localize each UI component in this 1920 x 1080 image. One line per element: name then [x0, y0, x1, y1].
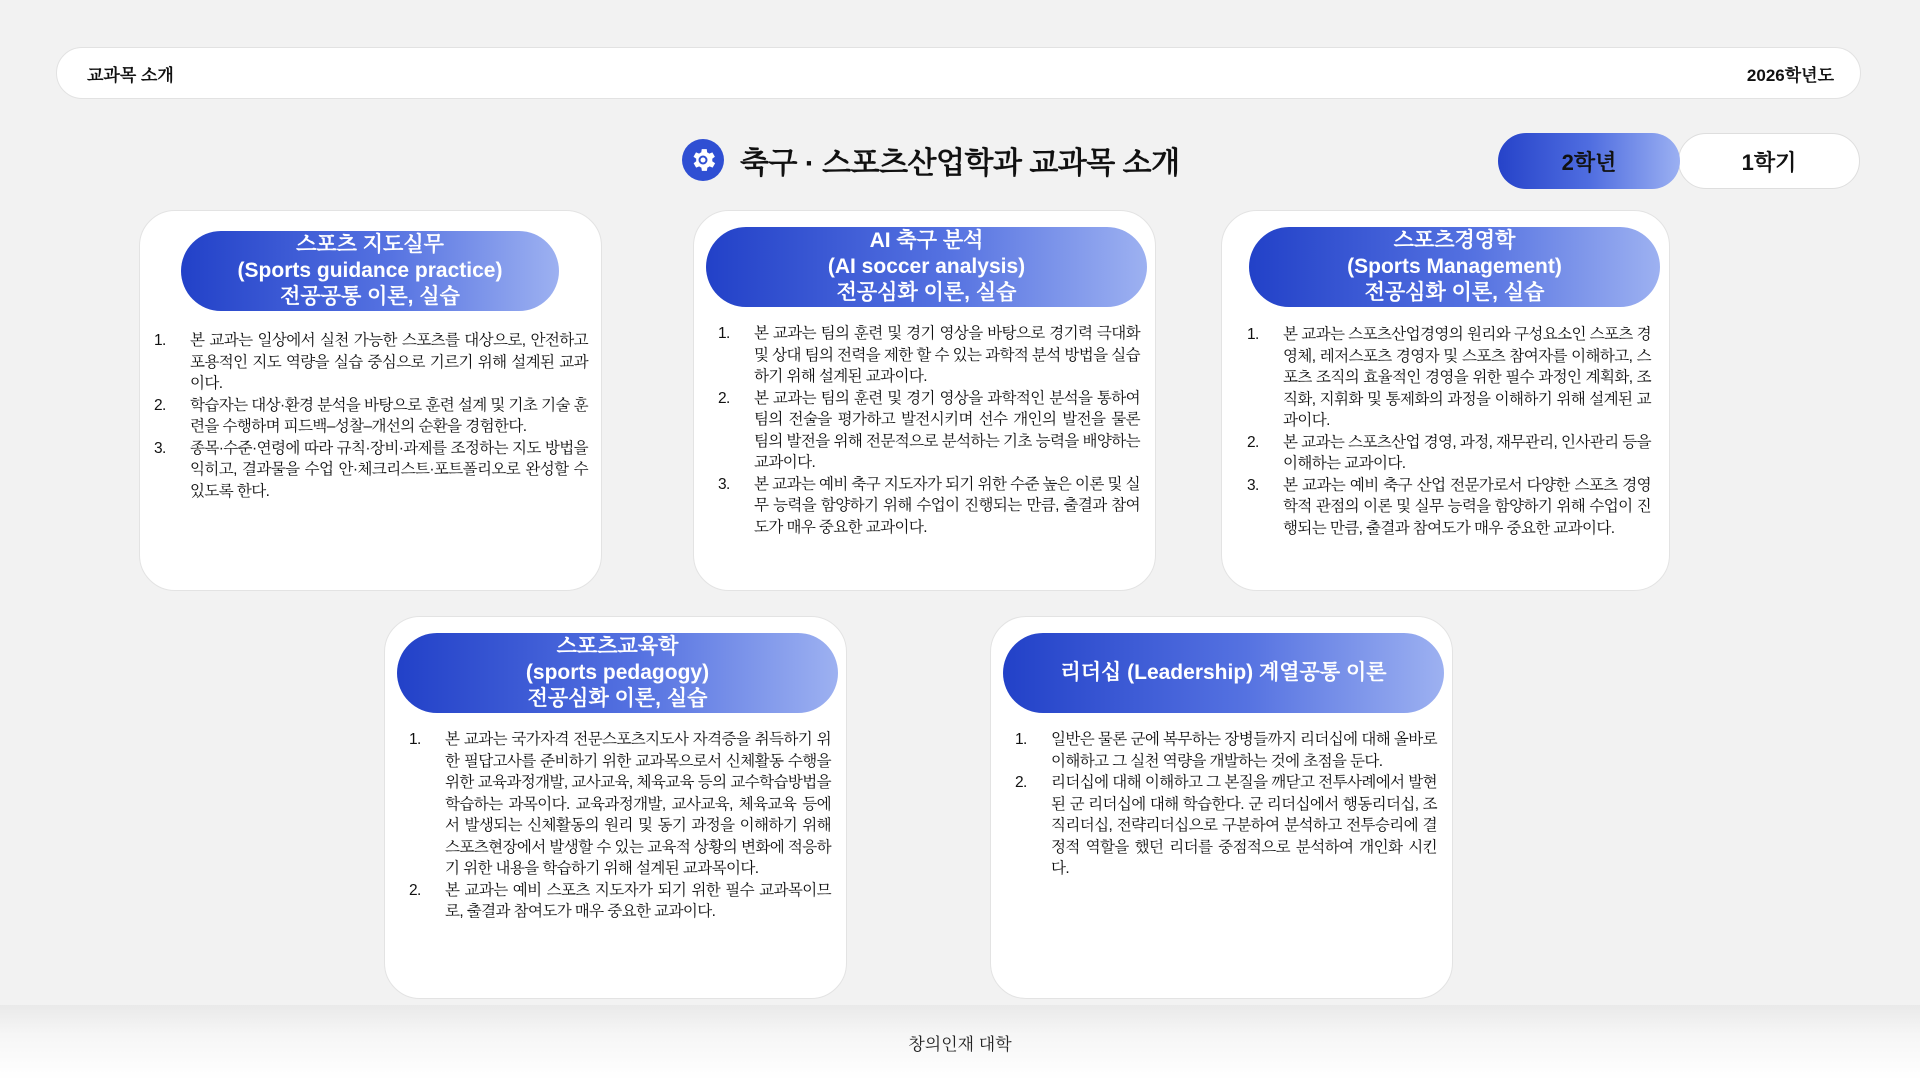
top-bar	[56, 47, 1861, 99]
course-title: AI 축구 분석	[869, 228, 984, 252]
footer-label: 창의인재 대학	[908, 1035, 1012, 1054]
list-item: 3. 종목·수준·연령에 따라 규칙·장비·과제를 조정하는 지도 방법을 익히고, 결과물을 수업 안·체크리스트·포트폴리오로 완성할 수 있도록 한다.	[154, 439, 588, 500]
course-card-sports-management	[1221, 210, 1670, 591]
list-item: 2. 리더십에 대해 이해하고 그 본질을 깨닫고 전투사례에서 발현된 군 리더십에 대해 학습한다. 군 리더십에서 행동리더십, 조직리더십, 전략리더십으로 구분하여 분석하고 전투승리에 결정적 역할을 했던 리더를 중점적으로 분석하여 개인화 시킨다.	[1015, 774, 1437, 877]
course-title-pill	[706, 227, 1147, 307]
course-subtitle: (AI soccer analysis)	[827, 254, 1026, 278]
course-description-list	[1247, 324, 1651, 539]
list-item: 3. 본 교과는 예비 축구 지도자가 되기 위한 수준 높은 이론 및 실무 능력을 함양하기 위해 수업이 진행되는 만큼, 출결과 참여도가 매우 중요한 교과이다.	[718, 475, 1140, 536]
course-category: 전공심화 이론, 실습	[527, 687, 708, 711]
course-category: 전공공통 이론, 실습	[280, 285, 460, 309]
course-category: 전공심화 이론, 실습	[836, 281, 1017, 305]
footer	[0, 1005, 1920, 1080]
course-title: 스포츠 지도실무	[296, 232, 444, 256]
course-title-pill	[397, 633, 838, 713]
course-title: 리더십 (Leadership) 계열공통 이론	[1060, 660, 1387, 684]
section-label: 교과목 소개	[87, 65, 174, 85]
course-subtitle: (Sports Management)	[1347, 254, 1562, 278]
course-card-sports-pedagogy	[384, 616, 847, 999]
course-description-list	[718, 323, 1140, 538]
list-item: 2. 본 교과는 스포츠산업 경영, 과정, 재무관리, 인사관리 등을 이해하는 교과이다.	[1247, 433, 1651, 472]
course-category: 전공심화 이론, 실습	[1364, 281, 1545, 305]
tab-semester[interactable]: 1학기	[1678, 133, 1860, 189]
list-item: 2. 학습자는 대상·환경 분석을 바탕으로 훈련 설계 및 기초 기술 훈련을 수행하며 피드백–성찰–개선의 순환을 경험한다.	[154, 396, 588, 435]
course-title: 스포츠교육학	[556, 634, 679, 658]
list-item: 1. 본 교과는 국가자격 전문스포츠지도사 자격증을 취득하기 위한 필답고사를 준비하기 위한 교과목으로서 신체활동 수행을 위한 교육과정개발, 교사교육, 체육교육 등의 교수학습방법을 학습하는 과목이다. 교육과정개발, 교사교육, 체육교육 등에서 발생되는 신체활동의 원리 및 동기 과정을 이해하기 위해 스포츠현장에서 발생할 수 있는 교육적 상황의 변화에 적응하기 위한 내용을 학습하기 위해 설계된 교과목이다.	[409, 731, 831, 877]
course-description-list	[1015, 729, 1437, 880]
course-card-ai-soccer	[693, 210, 1156, 591]
tab-grade[interactable]: 2학년	[1498, 133, 1680, 189]
course-title-pill	[1003, 633, 1444, 713]
list-item: 3. 본 교과는 예비 축구 산업 전문가로서 다양한 스포츠 경영학적 관점의 이론 및 실무 능력을 함양하기 위해 수업이 진행되는 만큼, 출결과 참여도가 매우 중요한 교과이다.	[1247, 476, 1651, 537]
gear-icon	[682, 139, 724, 181]
course-title-pill	[181, 231, 559, 311]
course-title: 스포츠경영학	[1393, 228, 1516, 252]
page-header	[682, 138, 1180, 182]
list-item: 1. 본 교과는 팀의 훈련 및 경기 영상을 바탕으로 경기력 극대화 및 상대 팀의 전력을 제한 할 수 있는 과학적 분석 방법을 실습하기 위해 설계된 교과이다.	[718, 325, 1140, 385]
course-subtitle: (Sports guidance practice)	[237, 258, 503, 282]
list-item: 1. 본 교과는 스포츠산업경영의 원리와 구성요소인 스포츠 경영체, 레저스포츠 경영자 및 스포츠 참여자를 이해하고, 스포츠 조직의 효율적인 경영을 위한 필수 과정인 계획화, 조직화, 지휘화 및 통제화의 과정을 이해하기 위해 설계된 교과이다.	[1247, 326, 1651, 429]
course-title-pill	[1249, 227, 1660, 307]
course-card-sports-guidance	[139, 210, 602, 591]
course-subtitle: (sports pedagogy)	[525, 660, 710, 684]
list-item: 2. 본 교과는 예비 스포츠 지도자가 되기 위한 필수 교과목이므로, 출결과 참여도가 매우 중요한 교과이다.	[409, 881, 831, 920]
list-item: 2. 본 교과는 팀의 훈련 및 경기 영상을 과학적인 분석을 통하여 팀의 전술을 평가하고 발전시키며 선수 개인의 발전을 물론 팀의 발전을 위해 전문적으로 분석하는 기초 능력을 배양하는 교과이다.	[718, 389, 1140, 471]
year-label: 2026학년도	[1746, 65, 1834, 85]
page-title: 축구 · 스포츠산업학과 교과목 소개	[740, 147, 1180, 180]
list-item: 1. 일반은 물론 군에 복무하는 장병들까지 리더십에 대해 올바로 이해하고 그 실천 역량을 개발하는 것에 초점을 둔다.	[1015, 731, 1437, 770]
course-card-leadership	[990, 616, 1453, 999]
tab-group	[1498, 133, 1861, 189]
list-item: 1. 본 교과는 일상에서 실천 가능한 스포츠를 대상으로, 안전하고 포용적인 지도 역량을 실습 중심으로 기르기 위해 설계된 교과이다.	[154, 332, 588, 392]
course-description-list	[154, 330, 588, 502]
course-description-list	[409, 729, 831, 923]
